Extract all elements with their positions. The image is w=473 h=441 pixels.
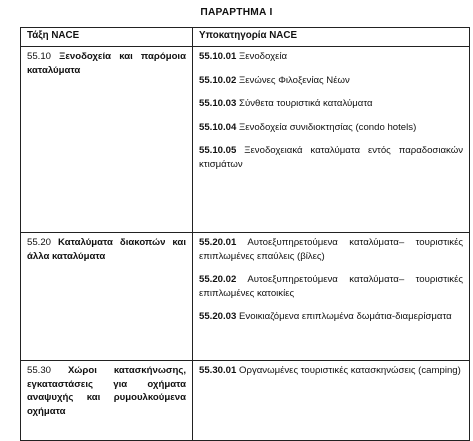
nace-table [20, 27, 470, 441]
nace-class-code: 55.30 [27, 365, 52, 376]
nace-class-name: Ξενοδοχεία και παρόμοια καταλύματα [27, 51, 186, 76]
subcategory-name: Ξενώνες Φιλοξενίας Νέων [239, 74, 350, 86]
header-nace-class: Τάξη NACE [21, 28, 193, 47]
nace-class-cell [21, 233, 193, 361]
nace-subcategory-cell [193, 233, 470, 361]
subcategory-name: Ξενοδοχειακά καταλύματα εντός παραδοσιακών κτισμάτων [199, 145, 463, 170]
subcategory-code: 55.20.01 [199, 237, 237, 248]
subcategory-name: Σύνθετα τουριστικά καταλύματα [239, 98, 373, 109]
nace-class-name: Χώροι κατασκήνωσης, εγκαταστάσεις για οχήματα αναψυχής και ρυμουλκούμενα οχήματα [27, 365, 187, 417]
subcategory-name: Ξενοδοχεία [239, 51, 288, 62]
subcategory-item [199, 74, 463, 88]
header-nace-subcategory: Υποκατηγορία NACE [193, 28, 470, 47]
nace-class-cell [21, 47, 193, 233]
subcategory-item [199, 97, 463, 111]
subcategory-name: Αυτοεξυπηρετούμενα καταλύματα– τουριστικές επιπλωμένες κατοικίες [199, 274, 463, 299]
subcategory-code: 55.10.04 [199, 121, 237, 133]
subcategory-item [199, 50, 463, 64]
table-header-row [21, 28, 470, 47]
subcategory-name: Ενοικιαζόμενα επιπλωμένα δωμάτια-διαμερίσματα [239, 311, 452, 322]
subcategory-item [199, 273, 463, 300]
nace-class-text [27, 50, 186, 77]
nace-class-text [27, 364, 186, 418]
subcategory-item [199, 144, 463, 171]
subcategory-code: 55.30.01 [199, 365, 237, 376]
subcategory-name: Οργανωμένες τουριστικές κατασκηνώσεις (camping) [239, 365, 461, 376]
subcategory-code: 55.10.01 [199, 51, 237, 62]
table-row [21, 361, 470, 441]
subcategory-item [199, 364, 463, 378]
subcategory-item [199, 310, 463, 324]
nace-subcategory-cell [193, 47, 470, 233]
subcategory-name: Ξενοδοχεία συνιδιοκτησίας (condo hotels) [239, 121, 417, 133]
subcategory-code: 55.10.02 [199, 74, 237, 86]
nace-class-code: 55.10 [27, 51, 52, 62]
nace-class-code: 55.20 [27, 237, 52, 248]
subcategory-name: Αυτοεξυπηρετούμενα καταλύματα– τουριστικές επιπλωμένες επαύλεις (βίλες) [199, 237, 463, 262]
table-row [21, 233, 470, 361]
subcategory-code: 55.20.03 [199, 311, 237, 322]
subcategory-code: 55.10.03 [199, 98, 237, 109]
nace-class-text [27, 236, 186, 263]
subcategory-item [199, 121, 463, 135]
nace-subcategory-cell [193, 361, 470, 441]
nace-class-name: Καταλύματα διακοπών και άλλα καταλύματα [27, 237, 186, 262]
document-title: ΠΑΡΑΡΤΗΜΑ Ι [200, 7, 273, 18]
subcategory-item [199, 236, 463, 263]
table-row [21, 47, 470, 233]
subcategory-code: 55.20.02 [199, 274, 237, 285]
subcategory-code: 55.10.05 [199, 145, 237, 156]
nace-class-cell [21, 361, 193, 441]
